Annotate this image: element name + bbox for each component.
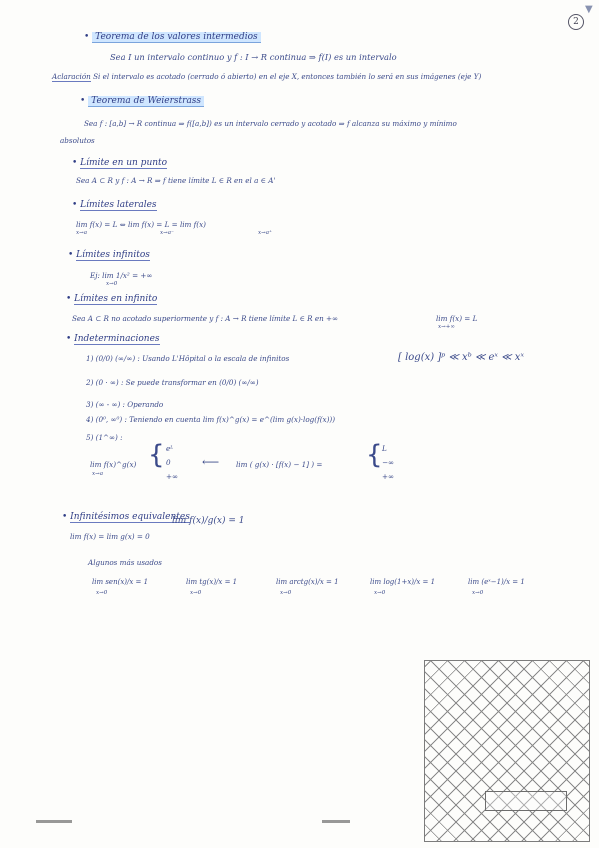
equivalent-example-1-sub: x→0 (96, 590, 108, 596)
equivalent-example-4-sub: x→0 (374, 590, 386, 596)
equivalents-list-title: Algunos más usados (88, 558, 162, 567)
indet-item-5-arrow-icon: ⟵ (202, 455, 220, 469)
equivalents-condition: lim f(x) = lim g(x) = 0 (70, 532, 150, 541)
indet-item-2: 2) (0 · ∞) : Se puede transformar en (0/0) (∞/∞) (86, 378, 259, 387)
equivalent-example-5: lim (eˣ−1)/x = 1 (468, 578, 525, 586)
side-limits-formula: lim f(x) = L ⇔ lim f(x) = L = lim f(x) (76, 220, 206, 229)
indet-item-5: 5) (1^∞) : (86, 433, 123, 442)
limits-at-infinity-sub: x→+∞ (438, 324, 455, 330)
indet-item-5-result-2: −∞ (382, 458, 395, 467)
indet-item-5-case-3: +∞ (166, 472, 179, 481)
crossed-out-box (485, 791, 567, 811)
weierstrass-statement-cont: absolutos (60, 136, 95, 145)
indet-item-5-sub: x→a (92, 471, 103, 477)
indet-item-5-case-1: eᴸ (166, 444, 174, 453)
crossed-out-scribble (424, 660, 590, 842)
equivalent-example-5-sub: x→0 (472, 590, 484, 596)
footer-mark-left (36, 820, 72, 823)
indet-item-5-lim: lim f(x)^g(x) (90, 460, 137, 469)
side-limits-sub3: x→a⁺ (258, 230, 272, 236)
equivalent-example-4: lim log(1+x)/x = 1 (370, 578, 436, 586)
side-limits-sub1: x→a (76, 230, 87, 236)
page-number: 2 (568, 14, 584, 30)
equivalents-definition: lim f(x)/g(x) = 1 (172, 516, 245, 526)
indet-item-3: 3) (∞ - ∞) : Operando (86, 400, 164, 409)
limits-at-infinity-title: • Límites en infinito (66, 294, 158, 304)
indet-item-5-result-1: L (382, 444, 387, 453)
side-limits-title: • Límites laterales (72, 200, 157, 210)
equivalent-example-2-sub: x→0 (190, 590, 202, 596)
equivalent-example-2: lim tg(x)/x = 1 (186, 578, 238, 586)
equivalent-example-1: lim sen(x)/x = 1 (92, 578, 149, 586)
ivt-statement: Sea I un intervalo continuo y f : I → R continua ⇒ f(I) es un intervalo (110, 52, 397, 62)
infinite-limits-title: • Límites infinitos (68, 250, 150, 260)
indet-item-5-result-3: +∞ (382, 472, 395, 481)
footer-mark-center (322, 820, 350, 823)
indet-item-5-brace-right-icon: { (366, 440, 383, 470)
weierstrass-statement: Sea f : [a,b] → R continua ⇒ f([a,b]) es un intervalo cerrado y acotado ⇒ f alcanza su máximo y mínimo (84, 119, 457, 128)
weierstrass-title: • Teorema de Weierstrass (80, 96, 204, 106)
ivt-title: • Teorema de los valores intermedios (84, 32, 261, 42)
corner-mark-icon: ▼ (585, 4, 593, 15)
indet-item-5-mid: lim ( g(x) · [f(x) − 1] ) = (236, 460, 323, 469)
indet-item-5-case-2: 0 (166, 458, 171, 467)
limits-at-infinity-statement: Sea A ⊂ R no acotado superiormente y f : A → R tiene límite L ∈ R en +∞ (72, 314, 339, 323)
side-limits-sub2: x→a⁻ (160, 230, 174, 236)
indet-item-4: 4) (0⁰, ∞⁰) : Teniendo en cuenta lim f(x)^g(x) = e^(lim g(x)·log(f(x))) (86, 415, 336, 424)
equivalents-title: • Infinitésimos equivalentes (62, 512, 190, 522)
limit-point-title: • Límite en un punto (72, 158, 168, 168)
infinite-limits-sub: x→0 (106, 281, 118, 287)
indet-item-1-scale: [ log(x) ]ᵖ ≪ xᵇ ≪ eˣ ≪ xˣ (398, 352, 524, 363)
indeterminations-title: • Indeterminaciones (66, 334, 160, 344)
infinite-limits-example: Ej: lim 1/x² = +∞ (90, 271, 153, 280)
ivt-note: Aclaración Si el intervalo es acotado (cerrado ó abierto) en el eje X, entonces también lo será en sus imágenes (eje Y) (52, 72, 482, 81)
limit-point-statement: Sea A ⊂ R y f : A → R ⇒ f tiene límite L ∈ R en el a ∈ A' (76, 176, 276, 185)
indet-item-5-brace-left-icon: { (148, 440, 165, 470)
indet-item-1: 1) (0/0) (∞/∞) : Usando L'Hôpital o la escala de infinitos (86, 354, 290, 363)
equivalent-example-3-sub: x→0 (280, 590, 292, 596)
limits-at-infinity-right: lim f(x) = L (436, 314, 478, 323)
equivalent-example-3: lim arctg(x)/x = 1 (276, 578, 339, 586)
